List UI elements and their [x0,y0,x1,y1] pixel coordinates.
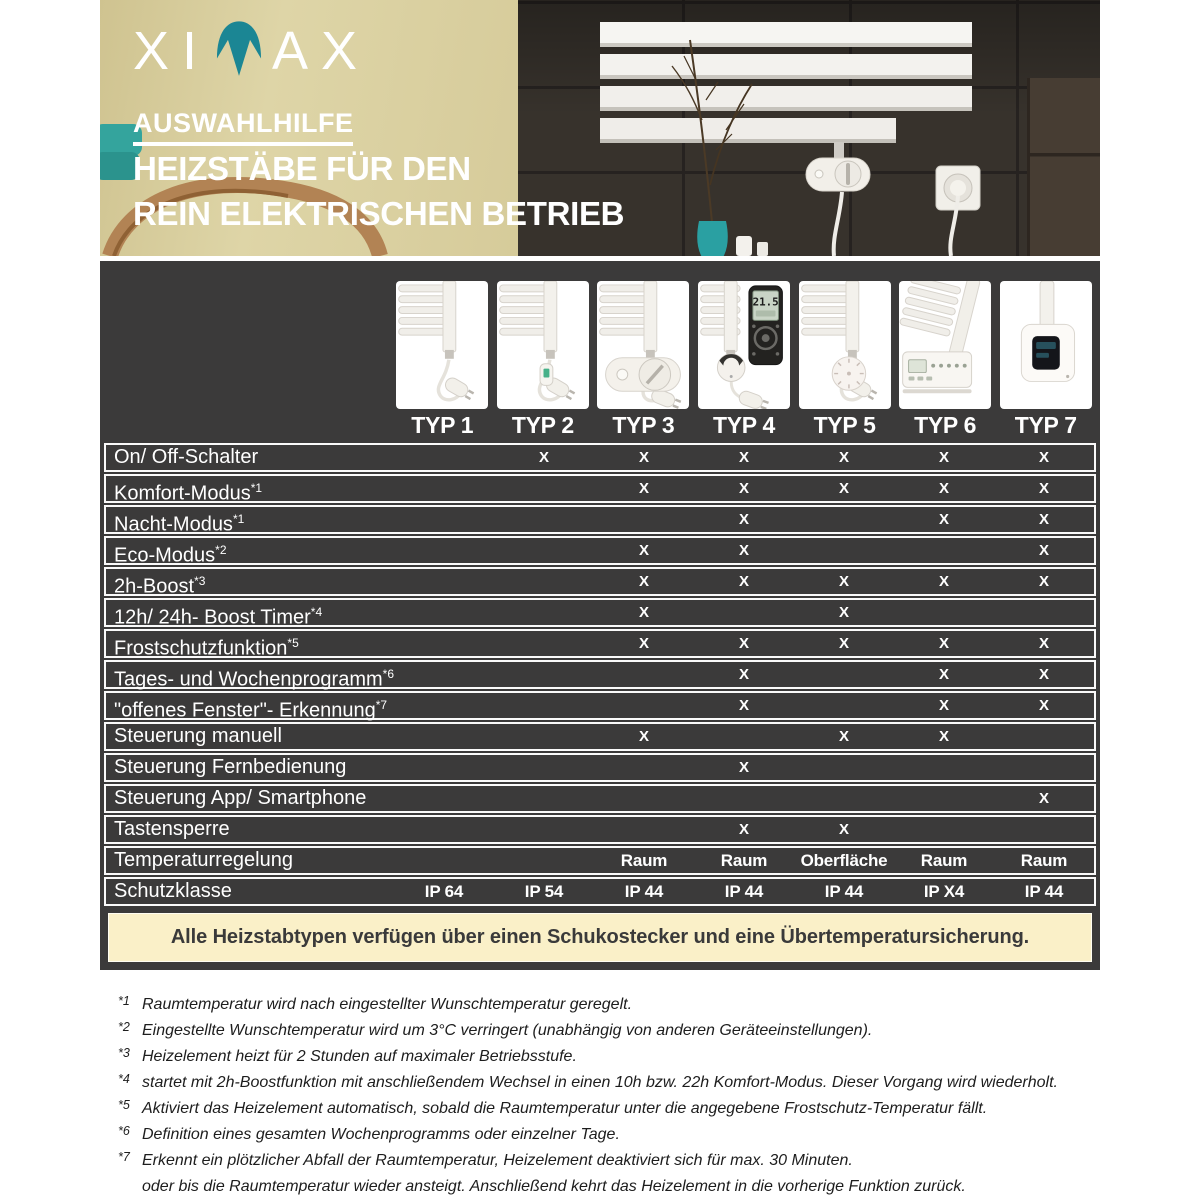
ximax-m-icon [210,13,268,83]
footnote-text: Erkennt ein plötzlicher Abfall der Raumtemperatur, Heizelement deaktiviert sich für max. 30 Minuten. [142,1152,853,1169]
feature-label-text: "offenes Fenster"- Erkennung [114,699,376,722]
x-mark-typ6: X [938,635,949,652]
heater-rod-dial-controller-icon [597,281,689,409]
value-cell-typ1 [394,600,494,631]
feature-label-text: Nacht-Modus [114,513,233,536]
x-mark-typ2: X [538,449,549,466]
value-cell-typ2 [494,538,594,569]
table-row-6 [104,598,1096,627]
hero-control-unit [806,142,870,256]
value-cell-typ4: Raum [720,851,768,870]
value-cell-typ2 [494,786,594,811]
value-cell-typ2: IP 54 [524,882,564,901]
type-row-spacer [104,409,392,441]
footnote-4 [118,1070,1100,1096]
footnote-marker: *2 [118,1020,130,1034]
table-row-11 [104,753,1096,782]
value-cell-typ7: Raum [1020,851,1068,870]
column-header-typ1: TYP 1 [411,412,474,438]
feature-label [106,538,394,569]
feature-label [106,569,394,600]
feature-label [106,445,394,470]
x-mark-typ4: X [738,449,749,466]
value-cell-typ6 [894,538,994,569]
value-cell-typ2 [494,662,594,693]
x-mark-typ3: X [638,449,649,466]
feature-label-text: 2h-Boost [114,575,195,598]
value-cell-typ3 [594,755,694,780]
comparison-board [100,261,1100,970]
note-banner [108,913,1092,962]
footnote-text: startet mit 2h-Boostfunktion mit anschließendem Wechsel in einen 10h bzw. 22h Komfort-Modus. Dieser Vorgang wird wiederholt. [142,1074,1058,1091]
feature-label [106,724,394,749]
value-cell-typ3 [594,507,694,538]
value-cell-typ3 [594,817,694,842]
table-row-10 [104,722,1096,751]
value-cell-typ6 [894,817,994,842]
feature-label-text: Frostschutzfunktion [114,637,288,660]
x-mark-typ3: X [638,604,649,621]
value-cell-typ1 [394,786,494,811]
note-text: Alle Heizstabtypen verfügen über einen Schukostecker und eine Übertemperatursicherung. [170,926,1030,948]
x-mark-typ6: X [938,573,949,590]
value-cell-typ1 [394,693,494,724]
value-cell-typ2 [494,600,594,631]
table-row-3 [104,505,1096,534]
value-cell-typ5 [794,662,894,693]
x-mark-typ6: X [938,666,949,683]
heater-rod-cable-plug-icon [396,281,488,409]
x-mark-typ5: X [838,635,849,652]
footnote-2 [118,1018,1100,1044]
table-row-9 [104,691,1096,720]
type-header-row [104,409,1096,441]
value-cell-typ4: IP 44 [724,882,764,901]
footnote-marker: *7 [118,1150,130,1164]
value-cell-typ5: Oberfläche [800,851,888,870]
footnote-7-cont [118,1174,1100,1200]
hero-text-block [133,10,624,236]
feature-label-text: Steuerung manuell [114,725,282,747]
hero-wall-socket [936,166,980,256]
x-mark-typ5: X [838,728,849,745]
value-cell-typ3 [594,662,694,693]
feature-label [106,600,394,631]
feature-label [106,879,394,904]
value-cell-typ4 [694,600,794,631]
footnote-marker: *7 [375,698,388,712]
value-cell-typ1 [394,724,494,749]
x-mark-typ5: X [838,573,849,590]
heater-rod-smart-box-icon [1000,281,1092,409]
feature-label [106,817,394,842]
x-mark-typ4: X [738,666,749,683]
value-cell-typ6: Raum [920,851,968,870]
x-mark-typ3: X [638,480,649,497]
value-cell-typ1 [394,848,494,873]
x-mark-typ6: X [938,480,949,497]
hero-banner [100,0,1100,256]
value-cell-typ1 [394,445,494,470]
footnote-marker: *1 [118,994,130,1008]
value-cell-typ7 [994,755,1094,780]
footnote-6 [118,1122,1100,1148]
x-mark-typ3: X [638,542,649,559]
value-cell-typ5 [794,538,894,569]
footnote-marker: *4 [118,1072,130,1086]
value-cell-typ1 [394,507,494,538]
x-mark-typ5: X [838,449,849,466]
heater-panel-controller-icon [899,281,991,409]
footnote-marker: *3 [194,574,206,588]
x-mark-typ6: X [938,728,949,745]
feature-rows [104,443,1096,906]
table-row-2 [104,474,1096,503]
footnote-3 [118,1044,1100,1070]
x-mark-typ7: X [1038,480,1049,497]
value-cell-typ7: IP 44 [1024,882,1064,901]
feature-label-text: 12h/ 24h- Boost Timer [114,606,311,629]
feature-label [106,507,394,538]
x-mark-typ4: X [738,635,749,652]
value-cell-typ2 [494,569,594,600]
value-cell-typ2 [494,817,594,842]
column-header-typ2: TYP 2 [511,412,574,438]
value-cell-typ4 [694,786,794,811]
footnote-7 [118,1148,1100,1174]
feature-label [106,755,394,780]
feature-label-text: Tages- und Wochenprogramm [114,668,383,691]
x-mark-typ7: X [1038,511,1049,528]
value-cell-typ1 [394,569,494,600]
footnote-text: Aktiviert das Heizelement automatisch, sobald die Raumtemperatur unter die angegebene Frostschutz-Temperatur fällt. [142,1100,988,1117]
x-mark-typ6: X [938,511,949,528]
svg-text:21.5: 21.5 [752,295,779,309]
value-cell-typ1 [394,755,494,780]
table-row-7 [104,629,1096,658]
table-row-5 [104,567,1096,596]
value-cell-typ2 [494,631,594,662]
value-cell-typ1 [394,662,494,693]
x-mark-typ5: X [838,821,849,838]
x-mark-typ4: X [738,759,749,776]
value-cell-typ2 [494,507,594,538]
column-header-typ4: TYP 4 [712,412,775,438]
value-cell-typ1 [394,476,494,507]
x-mark-typ7: X [1038,790,1049,807]
feature-label [106,631,394,662]
feature-label-text: On/ Off-Schalter [114,446,259,468]
footnote-text: Definition eines gesamten Wochenprogramms oder einzelner Tage. [142,1126,620,1143]
footnote-text: oder bis die Raumtemperatur wieder ansteigt. Anschließend kehrt das Heizelement in die vorherige Funktion zurück. [142,1178,966,1195]
feature-label-text: Temperaturregelung [114,849,293,871]
x-mark-typ7: X [1038,542,1049,559]
value-cell-typ6 [894,755,994,780]
column-header-typ6: TYP 6 [914,412,977,438]
heater-rod-inline-switch-icon [497,281,589,409]
logo-text-left: XI [133,21,211,81]
value-cell-typ1 [394,538,494,569]
x-mark-typ7: X [1038,573,1049,590]
footnote-1 [118,992,1100,1018]
value-cell-typ6: IP X4 [923,882,965,901]
value-cell-typ6 [894,786,994,811]
feature-label [106,662,394,693]
value-cell-typ2 [494,693,594,724]
feature-label-text: Schutzklasse [114,880,232,902]
feature-label-text: Eco-Modus [114,544,216,567]
table-row-15 [104,877,1096,906]
value-cell-typ1 [394,631,494,662]
table-row-14 [104,846,1096,875]
feature-label-text: Steuerung Fernbedienung [114,756,347,778]
feature-label-text: Tastensperre [114,818,230,840]
footnote-marker: *4 [310,605,323,619]
feature-label-text: Steuerung App/ Smartphone [114,787,367,809]
x-mark-typ6: X [938,449,949,466]
value-cell-typ5 [794,755,894,780]
x-mark-typ4: X [738,573,749,590]
product-image-typ4 [698,281,790,409]
x-mark-typ4: X [738,480,749,497]
feature-label [106,693,394,724]
product-image-typ5 [799,281,891,409]
value-cell-typ5 [794,786,894,811]
value-cell-typ2 [494,755,594,780]
value-cell-typ1 [394,817,494,842]
table-row-12 [104,784,1096,813]
heater-rod-thermostat-dial-icon [799,281,891,409]
x-mark-typ4: X [738,697,749,714]
footnote-marker: *1 [232,512,245,526]
value-cell-typ5 [794,693,894,724]
footnote-marker: *6 [118,1124,130,1138]
x-mark-typ3: X [638,635,649,652]
value-cell-typ5: IP 44 [824,882,864,901]
column-header-typ3: TYP 3 [612,412,675,438]
value-cell-typ3 [594,786,694,811]
footnote-marker: *3 [118,1046,130,1060]
heater-rod-remote-control-icon [698,281,790,409]
hero-eyebrow: AUSWAHLHILFE [133,108,353,146]
value-cell-typ5 [794,507,894,538]
feature-label [106,786,394,811]
product-image-typ3 [597,281,689,409]
feature-label [106,848,394,873]
footnotes [100,992,1100,1200]
x-mark-typ4: X [738,511,749,528]
brand-logo [133,10,624,92]
value-cell-typ3 [594,693,694,724]
column-header-typ7: TYP 7 [1014,412,1077,438]
product-image-typ2 [497,281,589,409]
footnote-text: Heizelement heizt für 2 Stunden auf maximaler Betriebsstufe. [142,1048,577,1065]
x-mark-typ4: X [738,821,749,838]
x-mark-typ5: X [838,604,849,621]
product-image-typ1 [396,281,488,409]
footnote-marker: *6 [382,667,394,681]
table-row-13 [104,815,1096,844]
table-row-1 [104,443,1096,472]
x-mark-typ3: X [638,573,649,590]
table-row-4 [104,536,1096,565]
footnote-marker: *2 [215,543,227,557]
value-cell-typ2 [494,476,594,507]
value-cell-typ2 [494,848,594,873]
x-mark-typ7: X [1038,635,1049,652]
x-mark-typ3: X [638,728,649,745]
table-row-8 [104,660,1096,689]
x-mark-typ7: X [1038,697,1049,714]
value-cell-typ7 [994,817,1094,842]
value-cell-typ4 [694,724,794,749]
value-cell-typ6 [894,600,994,631]
feature-label [106,476,394,507]
hero-radiator [600,22,972,143]
footnote-text: Raumtemperatur wird nach eingestellter Wunschtemperatur geregelt. [142,996,633,1013]
logo-text-right: AX [272,21,371,81]
x-mark-typ4: X [738,542,749,559]
thumb-row-spacer [104,281,392,409]
hero-title-line2: REIN ELEKTRISCHEN BETRIEB [133,195,625,232]
feature-label-text: Komfort-Modus [114,482,251,505]
value-cell-typ7 [994,600,1094,631]
x-mark-typ5: X [838,480,849,497]
footnote-marker: *5 [118,1098,130,1112]
value-cell-typ1: IP 64 [424,882,464,901]
footnote-marker: *1 [250,481,263,495]
hero-title-line1: HEIZSTÄBE FÜR DEN [133,150,471,187]
column-header-typ5: TYP 5 [813,412,876,438]
x-mark-typ7: X [1038,449,1049,466]
footnote-text: Eingestellte Wunschtemperatur wird um 3°C verringert (unabhängig von anderen Geräteeinstellungen). [142,1022,873,1039]
x-mark-typ7: X [1038,666,1049,683]
value-cell-typ3: IP 44 [624,882,664,901]
product-thumbnails-row [104,281,1096,409]
value-cell-typ2 [494,724,594,749]
footnote-marker: *5 [287,636,299,650]
footnote-5 [118,1096,1100,1122]
value-cell-typ7 [994,724,1094,749]
value-cell-typ3: Raum [620,851,668,870]
x-mark-typ6: X [938,697,949,714]
product-image-typ7 [1000,281,1092,409]
product-image-typ6 [899,281,991,409]
